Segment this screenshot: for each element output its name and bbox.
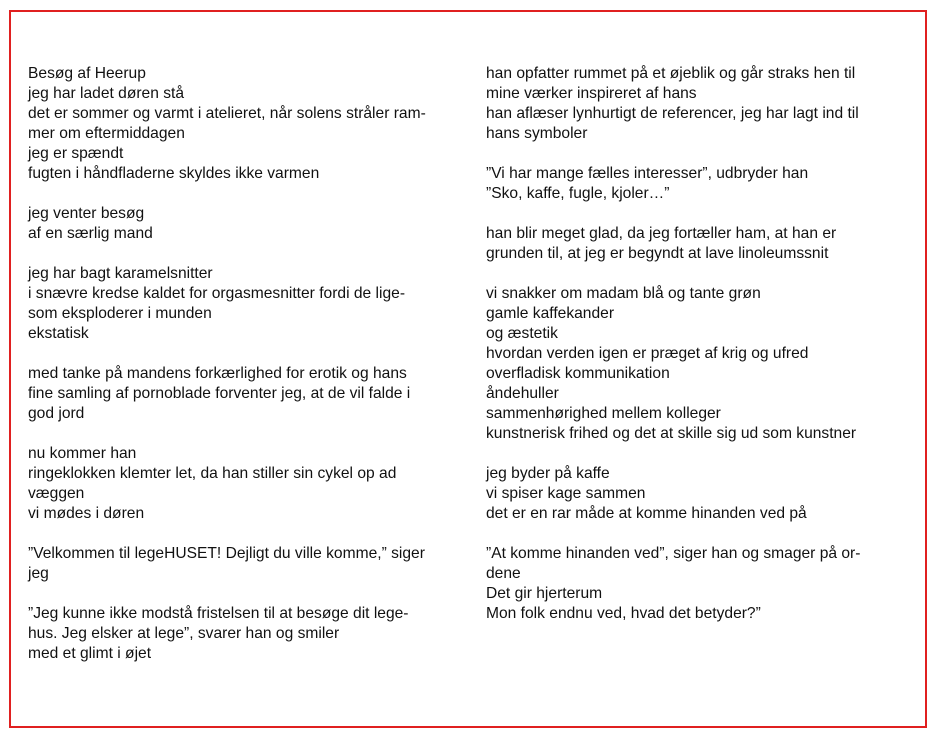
poem-line: ”Vi har mange fælles interesser”, udbryder han bbox=[486, 165, 809, 182]
poem-line: ekstatisk bbox=[28, 325, 89, 342]
stanza bbox=[486, 64, 906, 144]
poem-line: som eksploderer i munden bbox=[28, 305, 212, 322]
poem-line: ”Velkommen til legeHUSET! Dejligt du ville komme,” siger bbox=[28, 545, 425, 562]
poem-line: jeg bbox=[28, 565, 49, 582]
poem-line: det er sommer og varmt i atelieret, når solens stråler ram- bbox=[28, 105, 426, 122]
poem-line: jeg venter besøg bbox=[28, 205, 145, 222]
poem-line: vi spiser kage sammen bbox=[486, 485, 646, 502]
poem-line: med tanke på mandens forkærlighed for erotik og hans bbox=[28, 365, 407, 382]
poem-line: jeg byder på kaffe bbox=[486, 465, 610, 482]
poem-line: ”Sko, kaffe, fugle, kjoler…” bbox=[486, 185, 670, 202]
poem-line: han aflæser lynhurtigt de referencer, jeg har lagt ind til bbox=[486, 105, 859, 122]
poem-line: og æstetik bbox=[486, 325, 558, 342]
stanza bbox=[486, 224, 906, 264]
stanza bbox=[486, 164, 906, 204]
poem-line: han opfatter rummet på et øjeblik og går straks hen til bbox=[486, 65, 856, 82]
poem-line: fine samling af pornoblade forventer jeg, at de vil falde i bbox=[28, 385, 411, 402]
poem-line: åndehuller bbox=[486, 385, 559, 402]
poem-line: fugten i håndfladerne skyldes ikke varmen bbox=[28, 165, 320, 182]
poem-column-right bbox=[486, 64, 906, 644]
poem-line: Det gir hjerterum bbox=[486, 585, 603, 602]
poem-line: væggen bbox=[28, 485, 85, 502]
poem-line: med et glimt i øjet bbox=[28, 645, 152, 662]
poem-line: jeg har bagt karamelsnitter bbox=[28, 265, 213, 282]
poem-line: hans symboler bbox=[486, 125, 588, 142]
poem-line: jeg har ladet døren stå bbox=[28, 85, 185, 102]
poem-line: vi snakker om madam blå og tante grøn bbox=[486, 285, 761, 302]
poem-line: hvordan verden igen er præget af krig og ufred bbox=[486, 345, 809, 362]
poem-line: jeg er spændt bbox=[28, 145, 124, 162]
poem-line: kunstnerisk frihed og det at skille sig ud som kunstner bbox=[486, 425, 857, 442]
poem-line: hus. Jeg elsker at lege”, svarer han og smiler bbox=[28, 625, 340, 642]
stanza bbox=[486, 284, 906, 444]
poem-line: det er en rar måde at komme hinanden ved på bbox=[486, 505, 807, 522]
poem-line: af en særlig mand bbox=[28, 225, 153, 242]
poem-line: gamle kaffekander bbox=[486, 305, 615, 322]
poem-line: mer om eftermiddagen bbox=[28, 125, 185, 142]
stanza bbox=[28, 364, 468, 424]
poem-title-line: Besøg af Heerup bbox=[28, 65, 146, 82]
poem-line: han blir meget glad, da jeg fortæller ham, at han er bbox=[486, 225, 837, 242]
poem-line: ”At komme hinanden ved”, siger han og smager på or- bbox=[486, 545, 861, 562]
poem-line: god jord bbox=[28, 405, 85, 422]
stanza bbox=[486, 464, 906, 524]
poem-line: overfladisk kommunikation bbox=[486, 365, 670, 382]
poem-line: ”Jeg kunne ikke modstå fristelsen til at besøge dit lege- bbox=[28, 605, 409, 622]
poem-line: vi mødes i døren bbox=[28, 505, 145, 522]
stanza bbox=[28, 444, 468, 524]
poem-line: nu kommer han bbox=[28, 445, 137, 462]
poem-line: Mon folk endnu ved, hvad det betyder?” bbox=[486, 605, 761, 622]
poem-line: i snævre kredse kaldet for orgasmesnitter fordi de lige- bbox=[28, 285, 406, 302]
poem-line: grunden til, at jeg er begyndt at lave linoleumssnit bbox=[486, 245, 829, 262]
stanza bbox=[28, 204, 468, 244]
stanza bbox=[28, 264, 468, 344]
stanza bbox=[28, 64, 468, 184]
poem-line: dene bbox=[486, 565, 521, 582]
poem-line: sammenhørighed mellem kolleger bbox=[486, 405, 721, 422]
poem-line: ringeklokken klemter let, da han stiller sin cykel op ad bbox=[28, 465, 397, 482]
stanza bbox=[28, 544, 468, 584]
poem-line: mine værker inspireret af hans bbox=[486, 85, 697, 102]
poem-column-left bbox=[28, 64, 468, 684]
stanza bbox=[28, 604, 468, 664]
stanza bbox=[486, 544, 906, 624]
